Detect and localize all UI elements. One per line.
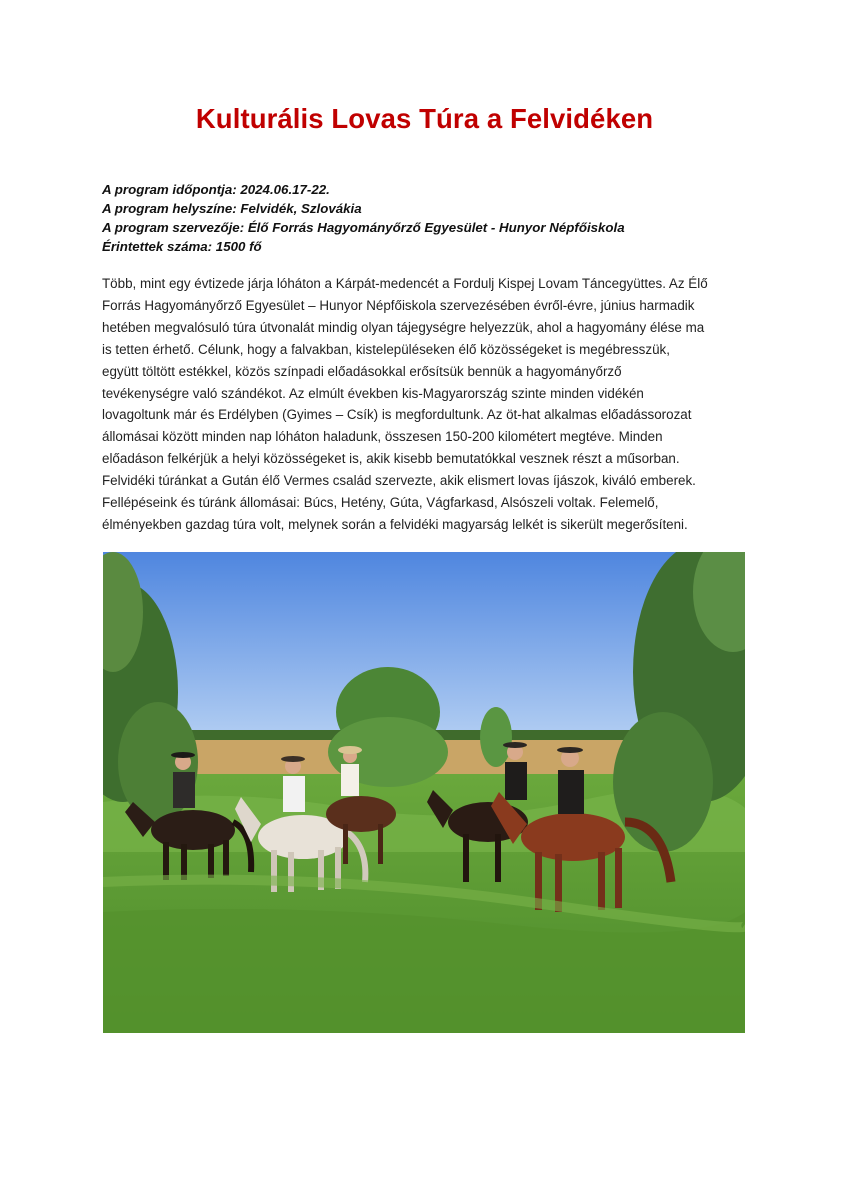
paragraph-line: Több, mint egy évtizede járja lóháton a Kárpát-medencét a Fordulj Kispej Lovam Táncegyüttes. Az Élő	[102, 276, 708, 291]
program-organizer: A program szervezője: Élő Forrás Hagyományőrző Egyesület - Hunyor Népfőiskola	[102, 220, 625, 235]
paragraph-line: tevékenységre való szándékot. Az elmúlt években kis-Magyarország szinte minden vidékén	[102, 385, 644, 401]
program-date: A program időpontja: 2024.06.17-22.	[102, 182, 330, 197]
paragraph-line: lovagoltunk már és Erdélyben (Gyimes – Csík) is megfordultunk. Az öt-hat alkalmas előadássorozat	[102, 407, 692, 423]
horse-riders-photo	[103, 552, 745, 1033]
paragraph-line: Forrás Hagyományőrző Egyesület – Hunyor Népfőiskola szervezésében évről-évre, június harmadik	[102, 297, 695, 313]
paragraph-line: is tetten érhető. Célunk, hogy a falvakban, kistelepüléseken élő közösségeket is megébresszük,	[102, 341, 670, 357]
body-paragraph	[102, 273, 752, 536]
paragraph-line: Fellépéseink és túránk állomásai: Búcs, Hetény, Gúta, Vágfarkasd, Alsószeli voltak. Felemelő,	[102, 495, 659, 511]
program-info	[102, 180, 762, 256]
paragraph-line: élményekben gazdag túra volt, melynek során a felvidéki magyarság lelkét is sikerült megerősíteni.	[102, 516, 688, 532]
paragraph-line: Felvidéki túránkat a Gután élő Vermes család szervezte, akik elismert lovas íjászok, kiváló emberek.	[102, 473, 696, 489]
page-title: Kulturális Lovas Túra a Felvidéken	[195, 103, 654, 134]
paragraph-line: hetében megvalósuló túra útvonalát mindig olyan tájegységre helyezzük, ahol a hagyomány élése ma	[102, 319, 705, 335]
paragraph-line: előadáson felkérjük a helyi közösségeket is, akik kisebb bemutatókkal vesznek részt a műsorban.	[102, 451, 680, 467]
paragraph-line: együtt töltött estékkel, közös színpadi előadásokkal erősítsük bennük a hagyományőrző	[102, 363, 622, 379]
paragraph-line: állomásai között minden nap lóháton haladunk, összesen 150-200 kilométert megtéve. Minden	[102, 429, 663, 445]
program-location: A program helyszíne: Felvidék, Szlovákia	[102, 201, 362, 216]
participant-count: Érintettek száma: 1500 fő	[102, 239, 262, 254]
